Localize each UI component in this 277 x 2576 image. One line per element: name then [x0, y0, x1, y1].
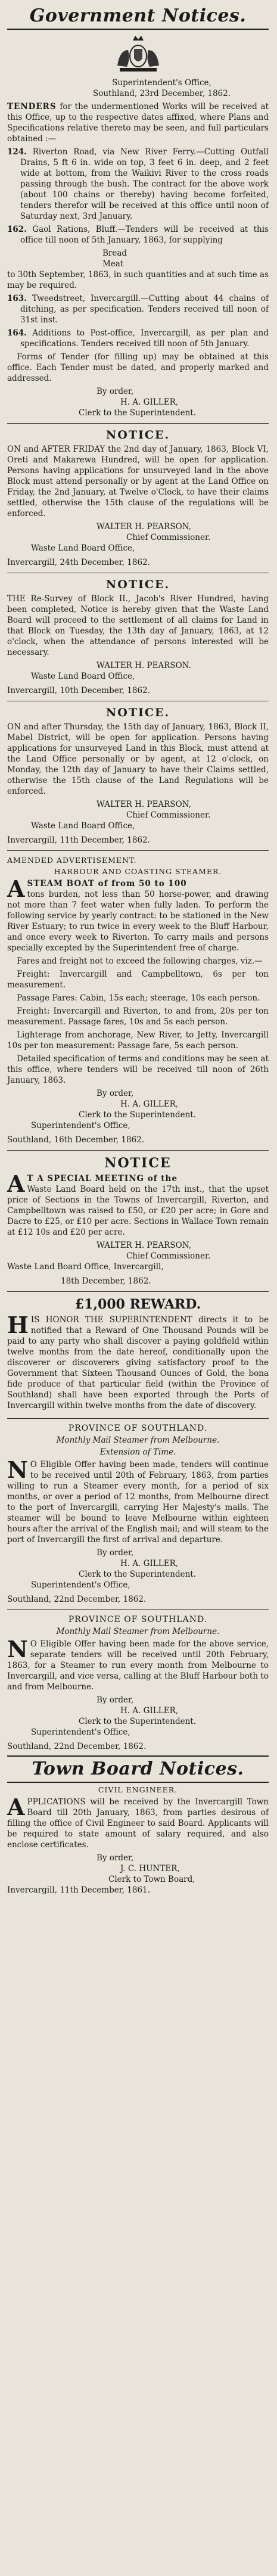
- supply-bread: Bread: [102, 248, 127, 258]
- supply-tail: to 30th September, 1863, in such quantities and at such time as may be required.: [7, 270, 269, 290]
- notice-4-date: 18th December, 1862.: [61, 1276, 151, 1286]
- advert-fare-1: Freight: Invercargill and Campbelltown, 6s per ton measurement.: [7, 970, 269, 990]
- notice-2-signer: WALTER H. PEARSON.: [97, 661, 191, 670]
- divider: [7, 1150, 269, 1151]
- mail-1-sub: Monthly Mail Steamer from Melbourne.: [56, 1435, 220, 1445]
- notice-1-signer: WALTER H. PEARSON,: [97, 522, 191, 532]
- divider: [7, 29, 269, 30]
- notice-3-signer: WALTER H. PEARSON,: [97, 800, 191, 809]
- notice-2-office: Waste Land Board Office,: [31, 672, 135, 681]
- notice-3-date: Invercargill, 11th December, 1862.: [7, 835, 150, 845]
- advert-office: Superintendent's Office,: [31, 1121, 130, 1130]
- advert-lead-text: STEAM BOAT of from 50 to 100: [27, 879, 187, 888]
- divider: [7, 1418, 269, 1419]
- advert-sub: HARBOUR AND COASTING STEAMER.: [54, 867, 222, 876]
- mail-2-dropcap: N: [7, 1636, 28, 1663]
- notice-2-body: THE Re-Survey of Block II., Jacob's River Hundred, having been completed, Notice is hereby given that the Waste Land Board will proceed to the settlement of all claims for Land in that Block on Tuesday, the 13th day of January, 1863, at 12 o'clock, when the attendance of persons interested will be necessary.: [7, 594, 269, 657]
- mail-1-province: PROVINCE OF SOUTHLAND.: [68, 1424, 208, 1433]
- notice-1-signer-title: Chief Commissioner.: [126, 533, 211, 542]
- notice-1-office: Waste Land Board Office,: [31, 543, 135, 553]
- notice-4-dropcap: A: [7, 1170, 25, 1197]
- engineer-signer-title: Clerk to Town Board,: [108, 1875, 195, 1884]
- engineer-dropcap: A: [7, 1794, 25, 1820]
- tenders-office: Superintendent's Office,: [112, 78, 211, 88]
- notice-4-signer: WALTER H. PEARSON,: [97, 1241, 191, 1250]
- tender-item-163: 163. Tweedstreet, Invercargill.—Cutting about 44 chains of ditching, as per specification. Tenders received till noon of 31st inst.: [7, 294, 269, 325]
- advert-heading: AMENDED ADVERTISEMENT.: [7, 856, 137, 865]
- advert-fares-intro: Fares and freight not to exceed the following charges, viz.—: [17, 956, 263, 966]
- notice-4-office: Waste Land Board Office, Invercargill,: [7, 1262, 164, 1272]
- mail-2-office: Superintendent's Office,: [31, 1727, 130, 1737]
- tender-item-162: 162. Gaol Rations, Bluff.—Tenders will be received at this office till noon of 5th January, 1863, for supplying: [7, 225, 269, 245]
- tenders-by-order: By order,: [97, 387, 134, 396]
- divider: [7, 1609, 269, 1610]
- mail-2-province: PROVINCE OF SOUTHLAND.: [68, 1615, 208, 1624]
- masthead-government-notices: Government Notices.: [29, 5, 247, 26]
- mail-1-date: Southland, 22nd December, 1862.: [7, 1595, 147, 1604]
- notice-4-signer-title: Chief Commissioner.: [126, 1251, 211, 1261]
- reward-body: IS HONOR THE SUPERINTENDENT directs it to be notified that a Reward of One Thousand Pounds will be paid to any party who shall discover a paying goldfield within twelve months from the date hereof, conditionally upon the discoverer or discoverers giving satisfactory proof to the Government that Sixteen Thousand Ounces of Gold, the bona fide produce of that particular field (within the Province of Southland) shall have been exported through the Ports of Invercargill within twelve months from the date of discovery.: [7, 1315, 269, 1410]
- notice-2-date: Invercargill, 10th December, 1862.: [7, 686, 150, 695]
- reward-dropcap: H: [7, 1312, 29, 1338]
- notice-3-body: ON and after Thursday, the 15th day of January, 1863, Block II, Mabel District, will be open for application. Persons having applications for unsurveyed Land in this Block, must attend at the Land Office personally or by agent, at 12 o'clock, on Monday, the 12th day of January to have their Claims settled, otherwise the 15th clause of the Land Regulations will be enforced.: [7, 722, 269, 796]
- divider: [7, 1782, 269, 1783]
- mail-1-signer: H. A. GILLER,: [120, 1559, 179, 1568]
- mail-1-signer-title: Clerk to the Superintendent.: [79, 1570, 196, 1579]
- mail-2-signer: H. A. GILLER,: [120, 1706, 179, 1716]
- mail-2-by-order: By order,: [97, 1695, 134, 1705]
- tenders-forms: Forms of Tender (for filling up) may be obtained at this office. Each Tender must be dated, and properly marked and addressed.: [7, 352, 269, 383]
- divider: [7, 850, 269, 851]
- mail-1-body: O Eligible Offer having been made, tenders will continue to be received until 20th of February, 1863, from parties willing to run a Steamer every month, for a period of six months, or over a period of 12 months, from Melbourne direct to the port of Invercargill, carrying Her Majesty's mails. The steamer will be bound to leave Melbourne within eighteen hours after the arrival of the English mail; and will steam to the port of Invercargill the first of arrival and departure.: [7, 1460, 269, 1545]
- engineer-block: [7, 1794, 269, 1853]
- advert-detail: Detailed specification of terms and conditions may be seen at this office, where tenders will be received till noon of 26th January, 1863.: [7, 1054, 269, 1085]
- mail-2-block: [7, 1636, 269, 1695]
- mail-1-ext: Extension of Time.: [99, 1447, 176, 1457]
- tender-item-164: 164. Additions to Post-office, Invercargill, as per plan and specifications. Tenders received till noon of 5th January.: [7, 328, 269, 349]
- tenders-intro: [7, 101, 269, 144]
- notice-1-body: ON and AFTER FRIDAY the 2nd day of January, 1863, Block VI, Oreti and Makarewa Hundred, will be open for application. Persons having applications for unsurveyed land in the above Block must attend personally or by agent at the Land Office on Friday, the 2nd January, at Twelve o'Clock, to have their claims settled, otherwise the 15th clause of the regulations will be enforced.: [7, 445, 269, 518]
- notice-3-title: NOTICE.: [105, 706, 170, 719]
- masthead-town-board-notices: Town Board Notices.: [32, 1758, 244, 1779]
- advert-body: tons burden, not less than 50 horse-power, and drawing not more than 7 feet water when fully laden. To perform the following service by yearly contract: to be stationed in the New River Estuary; to run twice in every week to the Bluff Harbour, and once every week to Riverton. To carry mails and persons specially excepted by the Superintendent free of charge.: [7, 890, 269, 953]
- engineer-body: PPLICATIONS will be received by the Invercargill Town Board till 20th January, 1863, from parties desirous of filling the office of Civil Engineer to said Board. Applicants will be required to state amount of salary required, and also enclose certificates.: [7, 1797, 269, 1850]
- engineer-signer: J. C. HUNTER,: [120, 1864, 180, 1873]
- tender-item-124: 124. Riverton Road, via New River Ferry.—Cutting Outfall Drains, 5 ft 6 in. wide on top, 3 feet 6 in. deep, and 2 feet wide at bottom, from the Waikivi River to the cross roads passing through the bush. The contract for the above work (about 100 chains or thereby) having become forfeited, tenders therefor will be received at this office until noon of Saturday next, 3rd January.: [7, 147, 269, 221]
- mail-1-office: Superintendent's Office,: [31, 1580, 130, 1590]
- advert-dropcap: A: [7, 875, 25, 902]
- notice-4-title: NOTICE: [104, 1155, 172, 1171]
- tenders-signer: H. A. GILLER,: [120, 397, 179, 407]
- advert-date: Southland, 16th December, 1862.: [7, 1135, 145, 1145]
- divider: [7, 1291, 269, 1292]
- advert-signer: H. A. GILLER,: [120, 1099, 179, 1109]
- tenders-signer-title: Clerk to the Superintendent.: [79, 408, 196, 418]
- notice-3-signer-title: Chief Commissioner.: [126, 810, 211, 820]
- engineer-by-order: By order,: [97, 1853, 134, 1863]
- advert-fare-3: Freight: Invercargill and Riverton, to and from, 20s per ton measurement. Passage fares, 10s and 5s each person.: [7, 1006, 269, 1027]
- notice-4-lead-text: T A SPECIAL MEETING of the: [27, 1174, 178, 1183]
- mail-2-signer-title: Clerk to the Superintendent.: [79, 1717, 196, 1726]
- engineer-date: Invercargill, 11th December, 1861.: [7, 1885, 150, 1895]
- mail-1-block: [7, 1456, 269, 1548]
- tenders-date: Southland, 23rd December, 1862.: [92, 89, 231, 98]
- mail-1-by-order: By order,: [97, 1548, 134, 1558]
- mail-2-date: Southland, 22nd December, 1862.: [7, 1742, 147, 1751]
- tenders-lead: TENDERS: [7, 102, 57, 111]
- notice-4-lead-block: [7, 1170, 269, 1240]
- notice-1-date: Invercargill, 24th December, 1862.: [7, 558, 150, 567]
- advert-lead-block: [7, 875, 269, 956]
- notice-2-title: NOTICE.: [105, 578, 170, 591]
- advert-fare-4: Lighterage from anchorage, New River, to Jetty, Invercargill 10s per ton measurement: Passage fare, 5s each person.: [7, 1030, 269, 1051]
- supply-meat: Meat: [102, 259, 124, 269]
- mail-1-dropcap: N: [7, 1456, 28, 1483]
- notice-3-office: Waste Land Board Office,: [31, 821, 135, 831]
- notice-1-title: NOTICE.: [105, 428, 170, 442]
- engineer-heading: CIVIL ENGINEER.: [98, 1785, 178, 1794]
- mail-2-sub: Monthly Mail Steamer from Melbourne.: [56, 1627, 220, 1636]
- advert-by-order: By order,: [97, 1089, 134, 1098]
- divider: [7, 1755, 269, 1757]
- royal-coat-of-arms-icon: [111, 32, 165, 74]
- reward-block: [7, 1312, 269, 1413]
- advert-fare-2: Passage Fares: Cabin, 15s each; steerage, 10s each person.: [17, 993, 260, 1003]
- divider: [7, 423, 269, 424]
- notice-4-body: Waste Land Board held on the 17th inst., that the upset price of Sections in the Towns of Invercargill, Riverton, and Campbelltown was raised to £50, or £20 per acre; in Gore and Dacre to £25, or £10 per acre. Sections in Wallace Town remain at £12 10s and £20 per acre.: [7, 1185, 269, 1237]
- mail-2-body: O Eligible Offer having been made for the above service, separate tenders will be received until 20th February, 1863, for a Steamer to run every month from Melbourne to Invercargill, and vice versa, calling at the Bluff Harbour both to and from Melbourne.: [7, 1639, 269, 1692]
- reward-title: £1,000 REWARD.: [74, 1297, 201, 1312]
- tenders-body: for the undermentioned Works will be received at this Office, up to the respective dates affixed, where Plans and Specifications relative thereto may be seen, and full particulars obtained :—: [7, 102, 269, 144]
- advert-signer-title: Clerk to the Superintendent.: [79, 1110, 196, 1120]
